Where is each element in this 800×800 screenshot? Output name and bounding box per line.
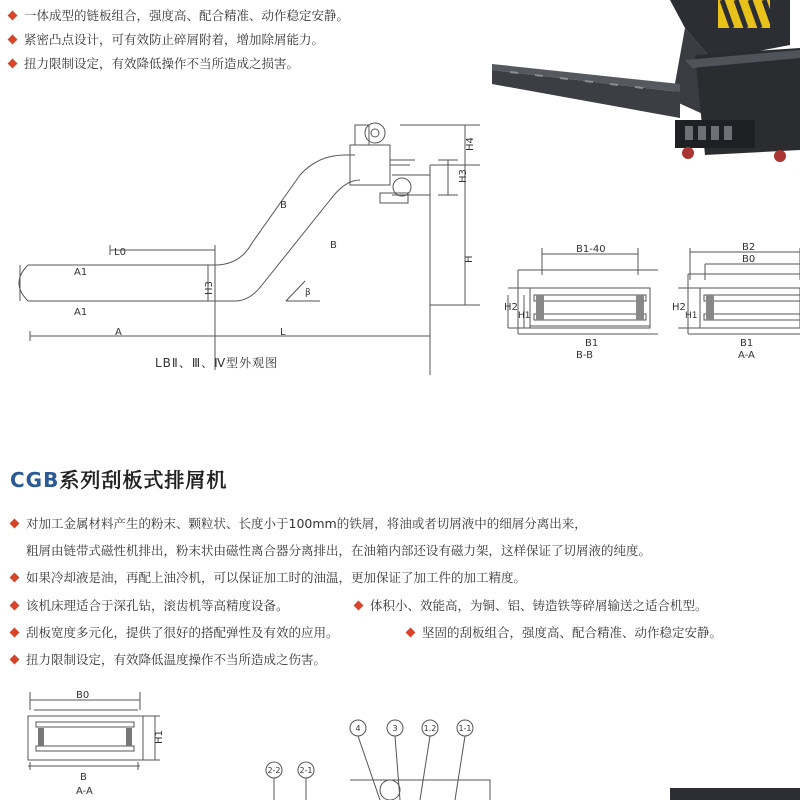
feature-item: 紧密凸点设计，可有效防止碎屑附着，增加除屑能力。 [6,28,476,52]
feature-item: 扭力限制设定，有效降低操作不当所造成之损害。 [6,52,476,76]
figure-caption: LBⅡ、Ⅲ、Ⅳ型外观图 [155,356,279,370]
label-h3-left: H3 [204,281,215,295]
label-b-upper: B [280,200,287,211]
label-b0-bottom: B0 [76,690,90,701]
diamond-bullet-icon [10,601,20,611]
label-b-lower: B [330,240,337,251]
callout-3: 3 [392,724,398,733]
section-title: CGB系列刮板式排屑机 [10,468,228,492]
callout-2-2: 2-2 [267,766,281,775]
conveyor-side-view-drawing [0,105,480,375]
label-h1-aa: H1 [685,311,698,321]
label-b1-40: B1-40 [576,244,606,255]
label-h4: H4 [465,137,476,151]
diamond-bullet-icon [8,35,18,45]
feature-item: 扭力限制设定，有效降低温度操作不当所造成之伤害。 [8,648,326,672]
label-section-aa: A-A [738,350,755,360]
label-h1-bottom: H1 [154,730,165,744]
section-bb-drawing [490,240,660,360]
cgb-parts-drawing [250,710,800,800]
section-aa-drawing [660,240,800,360]
feature-item: 该机床理适合于深孔钻，滚齿机等高精度设备。 [8,594,289,618]
label-section-bb: B-B [576,350,593,360]
label-section-bottom: A-A [76,786,93,797]
label-b2: B2 [742,242,756,253]
feature-item: 如果冷却液是油，再配上油冷机，可以保证加工时的油温，更加保证了加工件的加工精度。 [8,566,526,590]
label-a: A [115,327,122,338]
feature-item-continuation: 粗屑由链带式磁性机排出，粉末状由磁性离合器分离排出，在油箱内部还设有磁力架，这样保证了切屑液的纯度。 [26,543,652,558]
label-h2-aa: H2 [672,302,686,313]
diamond-bullet-icon [354,601,364,611]
label-b0: B0 [742,254,756,265]
feature-item: 一体成型的链板组合，强度高、配合精准、动作稳定安静。 [6,4,476,28]
top-feature-list [6,4,476,76]
label-h: H [464,255,475,263]
diamond-bullet-icon [10,655,20,665]
callout-2-1: 2-1 [299,766,313,775]
feature-item: 刮板宽度多元化，提供了很好的搭配弹性及有效的应用。 [8,621,339,645]
diamond-bullet-icon [10,519,20,529]
feature-item: 坚固的刮板组合，强度高、配合精准、动作稳定安静。 [404,621,722,645]
label-l: L [280,327,286,338]
label-h2-bb: H2 [504,302,518,313]
label-h3-right: H3 [458,169,469,183]
diamond-bullet-icon [406,628,416,638]
label-h1-bb: H1 [518,311,531,321]
label-l0: L0 [114,247,126,258]
diamond-bullet-icon [10,573,20,583]
label-a1-bottom: A1 [74,307,88,318]
label-b1-bb: B1 [585,338,599,349]
chip-conveyor-photo [480,0,800,170]
diamond-bullet-icon [8,11,18,21]
diamond-bullet-icon [8,59,18,69]
label-a1-top: A1 [74,267,88,278]
callout-1-1: 1-1 [458,724,472,733]
label-beta: β [305,288,311,298]
cgb-section-drawing [0,688,180,800]
label-b1-aa: B1 [740,338,754,349]
label-b-bottom: B [80,772,87,783]
feature-item: 对加工金属材料产生的粉末、颗粒状、长度小于100mm的铁屑，将油或者切屑液中的细屑分离出来， [8,512,587,536]
feature-item: 体积小、效能高，为铜、铝、铸造铁等碎屑输送之适合机型。 [352,594,708,618]
callout-1-2: 1.2 [423,724,437,733]
diamond-bullet-icon [10,628,20,638]
callout-4: 4 [355,724,361,733]
